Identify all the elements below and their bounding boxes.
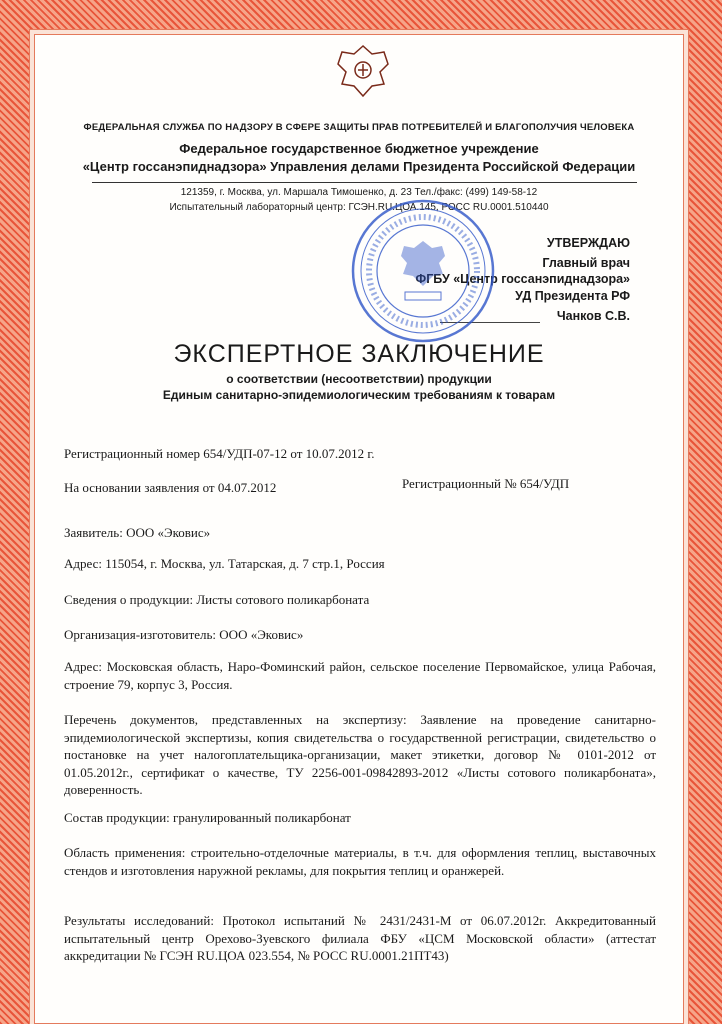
document-title: ЭКСПЕРТНОЕ ЗАКЛЮЧЕНИЕ [173,340,545,368]
registration-number-right: Регистрационный № 654/УДП [402,476,570,491]
approver-name: Чанков С.В. [556,309,630,323]
manufacturer: Организация-изготовитель: ООО «Эковис» [64,627,304,642]
applicant: Заявитель: ООО «Эковис» [64,525,211,540]
manufacturer-address: Адрес: Московская область, Наро-Фоминский район, сельское поселение Первомайское, улица Рабочая, строение 79, корпус 3, Россия. [64,659,656,692]
research-results: Результаты исследований: Протокол испытаний № 2431/2431-М от 06.07.2012г. Аккредитованный испытательный центр Орехово-Зуевского филиала ФБУ «ЦСМ Московской области» (аттестат аккредитации № ГСЭН RU.ЦОА 023.554, № РОСС RU.0001.21ПТ43) [64,913,656,963]
approver-dept: УД Президента РФ [515,289,630,303]
approver-org: ФГБУ «Центр госсанэпиднадзора» [415,272,630,286]
official-stamp-icon [348,196,498,346]
lab-accreditation: Испытательный лабораторный центр: ГСЭН.RU.ЦОА.145, РОСС RU.0001.510440 [169,202,549,213]
emblem-icon [332,40,394,102]
org-address: 121359, г. Москва, ул. Маршала Тимошенко, д. 23 Тел./факс: (499) 149-58-12 [180,187,538,198]
org-name-line2: «Центр госсанэпиднадзора» Управления делами Президента Российской Федерации [82,159,636,174]
application-area: Область применения: строительно-отделочные материалы, в т.ч. для оформления теплиц, выставочных стендов и изготовления наружной рекламы, для покрытия теплиц и оранжерей. [64,845,656,878]
document-subtitle-2: Единым санитарно-эпидемиологическим требованиям к товарам [162,388,556,402]
approver-position: Главный врач [542,256,630,270]
agency-name: ФЕДЕРАЛЬНАЯ СЛУЖБА ПО НАДЗОРУ В СФЕРЕ ЗАЩИТЫ ПРАВ ПОТРЕБИТЕЛЕЙ И БЛАГОПОЛУЧИЯ ЧЕЛОВЕКА [83,122,635,133]
document-subtitle-1: о соответствии (несоответствии) продукции [226,372,492,386]
approve-label: УТВЕРЖДАЮ [546,236,630,250]
application-date: На основании заявления от 04.07.2012 [64,480,277,495]
product-info: Сведения о продукции: Листы сотового поликарбоната [64,592,370,607]
header-divider [92,182,637,183]
product-composition: Состав продукции: гранулированный поликарбонат [64,810,351,825]
org-name-line1: Федеральное государственное бюджетное учреждение [179,141,539,156]
documents-list: Перечень документов, представленных на экспертизу: Заявление на проведение санитарно-эпидемиологической экспертизы, копия свидетельства о государственной регистрации, свидетельство о постановке на учет налогоплательщика-организации, макет этикетки, договор № 0101-2012 от 01.05.2012г., сертификат о качестве, ТУ 2256-001-09842893-2012 «Листы сотового поликарбоната», доверенность. [64,712,656,797]
registration-number: Регистрационный номер 654/УДП-07-12 от 10.07.2012 г. [64,446,375,461]
applicant-address: Адрес: 115054, г. Москва, ул. Татарская, д. 7 стр.1, Россия [64,556,385,571]
